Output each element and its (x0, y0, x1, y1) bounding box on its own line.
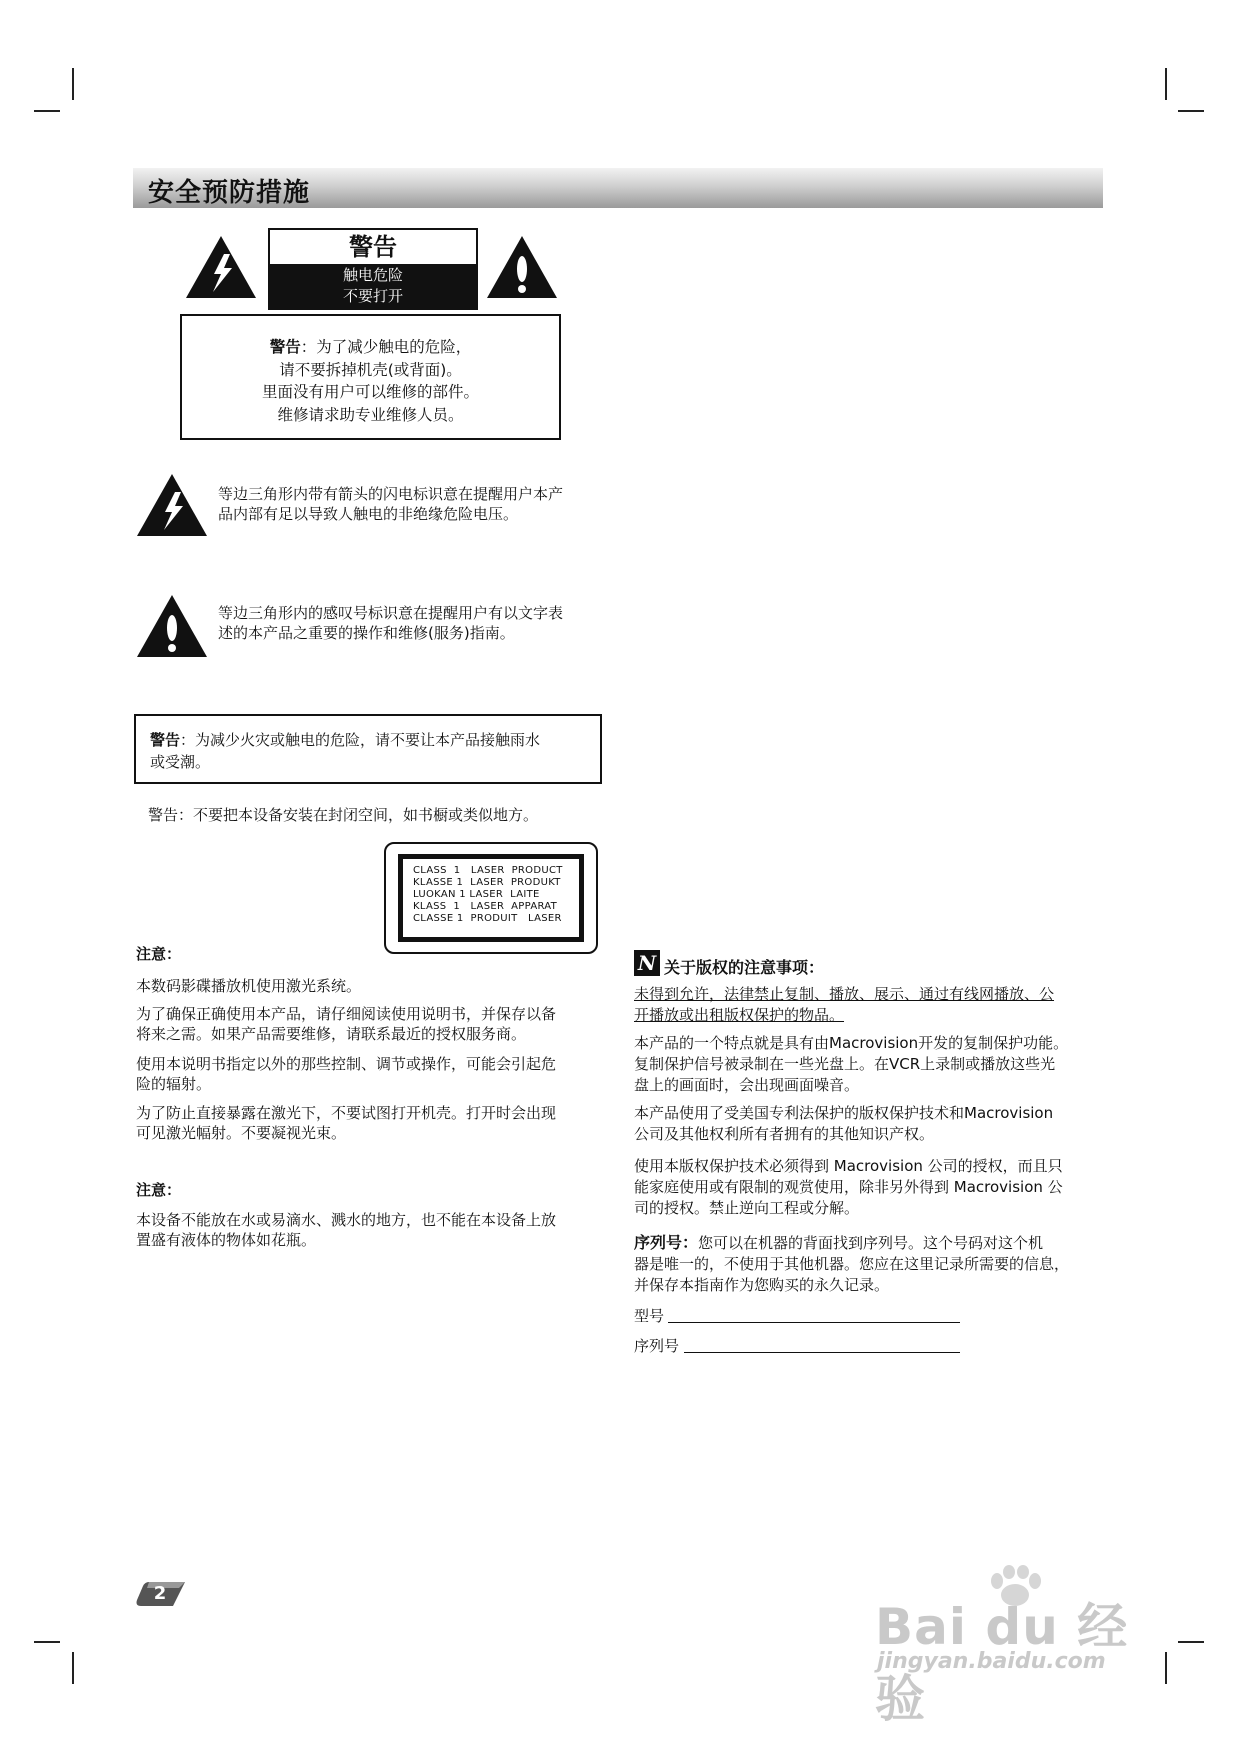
warning-label-line: 不要打开 (342, 287, 403, 305)
text-line: 使用本说明书指定以外的那些控制、调节或操作，可能会引起危 (136, 1055, 557, 1073)
text-line: 本设备不能放在水或易滴水、溅水的地方，也不能在本设备上放 (136, 1211, 557, 1229)
warning-text: ：为了减少触电的危险， (300, 338, 472, 356)
crop-mark (34, 110, 60, 112)
crop-mark (72, 68, 74, 100)
page-number-badge (135, 1580, 187, 1608)
warning-prefix: 警告 (150, 731, 181, 749)
crop-mark (34, 1641, 60, 1643)
crop-mark (1178, 110, 1204, 112)
copyright-paragraph (634, 1033, 1104, 1096)
text-line: 本产品使用了受美国专利法保护的版权保护技术和Macrovision (634, 1104, 1054, 1122)
caution-heading: 注意： (136, 1181, 182, 1199)
note-line: 述的本产品之重要的操作和维修(服务)指南。 (218, 624, 515, 642)
model-field[interactable] (668, 1322, 960, 1323)
caution-paragraph (136, 1103, 556, 1143)
text-line: 盘上的画面时，会出现画面噪音。 (634, 1076, 860, 1094)
warning-label (268, 228, 478, 310)
caution-paragraph (136, 1054, 556, 1094)
note-line: 等边三角形内带有箭头的闪电标识意在提醒用户本产 (218, 485, 564, 503)
laser-label-line: KLASSE 1 LASER PRODUKT (413, 877, 561, 888)
warning-box-line: 维修请求助专业维修人员。 (277, 405, 464, 424)
text-line: 险的辐射。 (136, 1075, 212, 1093)
exclamation-warning-icon (487, 236, 557, 298)
text-line: 公司及其他权利所有者拥有的其他知识产权。 (634, 1125, 935, 1143)
page-number: 2 (153, 1583, 167, 1604)
note-n-icon: N (634, 950, 660, 976)
caution-paragraph (136, 1210, 556, 1250)
text-line: 使用本版权保护技术必须得到 Macrovision 公司的授权，而且只 (634, 1157, 1063, 1175)
copyright-heading: 关于版权的注意事项： (664, 958, 825, 977)
copyright-notice (634, 984, 1096, 1026)
text-line: 您可以在机器的背面找到序列号。这个号码对这个机 (698, 1234, 1044, 1252)
shock-warning-box (180, 314, 561, 440)
serial-number-field[interactable] (684, 1352, 960, 1353)
exclamation-symbol-icon (137, 595, 207, 657)
text-line: 置盛有液体的物体如花瓶。 (136, 1231, 317, 1249)
warning-box-line (182, 336, 559, 359)
laser-product-label (384, 842, 598, 954)
text-line: 本产品的一个特点就是具有由Macrovision开发的复制保护功能。 (634, 1034, 1069, 1052)
serial-heading: 序列号： (634, 1233, 699, 1252)
text-line: 复制保护信号被录制在一些光盘上。在VCR上录制或播放这些光 (634, 1055, 1056, 1073)
caution-paragraph (136, 1004, 556, 1044)
lightning-symbol-icon (137, 474, 207, 536)
laser-label-line: CLASS 1 LASER PRODUCT (413, 865, 563, 876)
crop-mark (1165, 68, 1167, 100)
text-line: 可见激光幅射。不要凝视光束。 (136, 1124, 347, 1142)
text-line: 为了确保正确使用本产品，请仔细阅读使用说明书，并保存以备 (136, 1005, 557, 1023)
watermark-text: Bai du 经验 (875, 1598, 1129, 1728)
laser-label-line: LUOKAN 1 LASER LAITE (413, 889, 540, 900)
lightning-warning-icon (186, 236, 256, 298)
text-line: 器是唯一的，不使用于其他机器。您应在这里记录所需要的信息， (634, 1255, 1070, 1273)
caution-paragraph: 本数码影碟播放机使用激光系统。 (136, 977, 362, 995)
laser-label-line: KLASS 1 LASER APPARAT (413, 901, 558, 912)
crop-mark (72, 1652, 74, 1684)
lightning-note (218, 484, 563, 524)
copyright-paragraph (634, 1156, 1104, 1219)
text-line: 为了防止直接暴露在激光下，不要试图打开机壳。打开时会出现 (136, 1104, 557, 1122)
text-line: 未得到允许，法律禁止复制、播放、展示、通过有线网播放、公 (634, 985, 1055, 1003)
watermark (875, 1565, 1175, 1728)
warning-label-line: 触电危险 (342, 266, 403, 284)
text-line: 将来之需。如果产品需要维修，请联系最近的授权服务商。 (136, 1025, 527, 1043)
caution-heading: 注意： (136, 945, 182, 963)
watermark-url: jingyan.baidu.com (877, 1649, 1106, 1674)
page-title: 安全预防措施 (148, 178, 311, 208)
warning-label-body (270, 264, 476, 309)
warning-text: ：为减少火灾或触电的危险，请不要让本产品接触雨水 (180, 731, 541, 749)
warning-prefix: 警告 (269, 338, 301, 356)
exclamation-note (218, 603, 563, 643)
enclosure-warning: 警告：不要把本设备安装在封闭空间，如书橱或类似地方。 (148, 806, 539, 824)
text-line: 司的授权。禁止逆向工程或分解。 (634, 1199, 860, 1217)
serial-paragraph (634, 1232, 1104, 1296)
serial-number-label: 序列号 (634, 1337, 680, 1355)
warning-box-line: 请不要拆掉机壳(或背面)。 (279, 360, 462, 379)
text-line: 并保存本指南作为您购买的永久记录。 (634, 1276, 890, 1294)
warning-box-line: 里面没有用户可以维修的部件。 (261, 383, 479, 401)
rain-warning-box (134, 714, 602, 784)
warning-text: 或受潮。 (150, 753, 211, 771)
copyright-paragraph (634, 1103, 1104, 1145)
note-line: 等边三角形内的感叹号标识意在提醒用户有以文字表 (218, 604, 564, 622)
laser-label-line: CLASSE 1 PRODUIT LASER (413, 913, 562, 924)
crop-mark (1178, 1641, 1204, 1643)
text-line: 开播放或出租版权保护的物品。 (634, 1006, 845, 1024)
warning-label-title: 警告 (349, 233, 397, 261)
text-line: 能家庭使用或有限制的观赏使用，除非另外得到 Macrovision 公 (634, 1178, 1063, 1196)
model-label: 型号 (634, 1307, 665, 1325)
note-line: 品内部有足以导致人触电的非绝缘危险电压。 (218, 505, 519, 523)
